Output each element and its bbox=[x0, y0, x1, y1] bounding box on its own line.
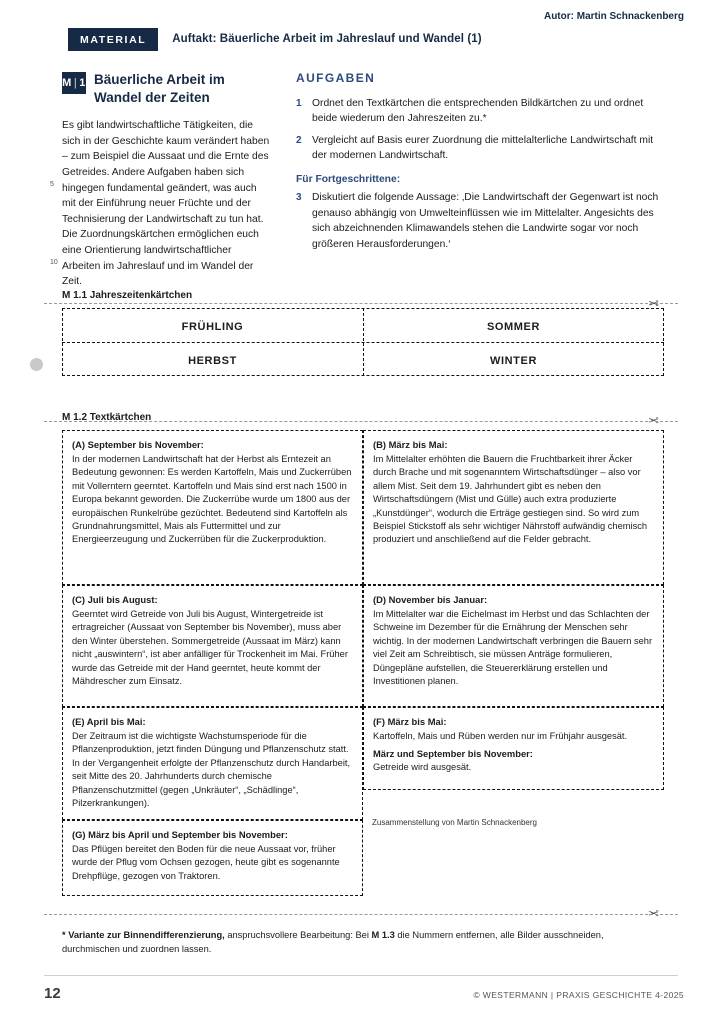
footer-rule bbox=[44, 975, 678, 976]
scissors-icon: ✂ bbox=[648, 413, 659, 428]
task-text: Ordnet den Textkärtchen die entsprechenden Bildkärtchen zu und ordnet beide wiederum den Jahreszeiten zu.* bbox=[312, 98, 644, 125]
task-item bbox=[296, 96, 664, 127]
m1-badge-number: 1 bbox=[79, 77, 86, 89]
season-card-sommer[interactable]: SOMMER bbox=[486, 321, 541, 333]
text-card-f-body: Kartoffeln, Mais und Rüben werden nur im Frühjahr ausgesät. bbox=[373, 730, 628, 741]
aufgaben-list bbox=[296, 96, 664, 258]
task-number: 1 bbox=[296, 98, 302, 109]
text-card-b[interactable] bbox=[363, 430, 664, 585]
task-number: 3 bbox=[296, 192, 302, 204]
advanced-tasks-label: Für Fortgeschrittene: bbox=[296, 173, 401, 185]
m1-badge bbox=[62, 72, 86, 94]
section-label-m11: M 1.1 Jahreszeitenkärtchen bbox=[62, 290, 193, 301]
text-card-e-body: Der Zeitraum ist die wichtigste Wachstumsperiode für die Pflanzenproduktion, jetzt finden Düngung und Pflanzenschutz statt. In der Vergangenheit erfolgte der Pflanzenschutz durch Handarbeit, seit Mitte des 20. Jahrhunderts durch chemische Pflanzenschutzmittel (gegen „Unkräuter“, „Schädlinge“, Pilzerkrankungen). bbox=[72, 730, 351, 808]
footnote-text-a: anspruchsvollere Bearbeitung: Bei bbox=[224, 930, 372, 940]
text-card-a-body: In der modernen Landwirtschaft hat der Herbst als Erntezeit an Bedeutung gewonnen: Es werden Kartoffeln, Mais und Zuckerrüben mit Vollerntern geerntet. Kartoffeln und Mais sind erst nach 1500 in Europa bekannt geworden. Die Zuckerrübe wurde um 1800 aus der europäischen Runkelrübe gezüchtet. Bedeutend sind Kartoffeln als Grundnahrungsmittel, Mais als Futtermittel und zur Energieerzeugung und Zuckerrüben für die Zuckerproduktion. bbox=[72, 453, 352, 545]
m1-badge-letter: M bbox=[62, 77, 72, 89]
scissors-icon: ✂ bbox=[648, 906, 659, 921]
text-card-a[interactable] bbox=[62, 430, 363, 585]
text-card-d-title: (D) November bis Januar: bbox=[373, 594, 488, 605]
text-card-c-title: (C) Juli bis August: bbox=[72, 594, 158, 605]
line-numbers bbox=[50, 118, 60, 274]
cut-line bbox=[44, 303, 678, 304]
text-card-a-title: (A) September bis November: bbox=[72, 439, 204, 450]
credit-line: Zusammenstellung von Martin Schnackenberg bbox=[372, 818, 537, 827]
footnote-reference: M 1.3 bbox=[371, 930, 395, 940]
text-cards-area bbox=[62, 430, 664, 896]
text-card-f[interactable] bbox=[363, 707, 664, 790]
cut-line bbox=[44, 914, 678, 915]
material-badge: MATERIAL bbox=[68, 28, 158, 51]
text-card-g-title: (G) März bis April und September bis November: bbox=[72, 829, 288, 840]
page-header bbox=[0, 22, 720, 56]
section-label-m12: M 1.2 Textkärtchen bbox=[62, 412, 152, 423]
task-item-advanced bbox=[296, 190, 664, 252]
footnote-text-b: die Nummern entfernen, alle Bilder ausschneiden, durchmischen und zuordnen lassen. bbox=[62, 930, 604, 954]
season-card-fruehling[interactable]: FRÜHLING bbox=[181, 321, 244, 333]
text-card-b-body: Im Mittelalter erhöhten die Bauern die Fruchtbarkeit ihrer Äcker durch Brache und mit sogenanntem Wirtschaftsdünger – also vor allem Mist. Seit dem 19. Jahrhundert gibt es neben den Wirtschaftsdüngern (Mist und Gülle) auch extra produzierte „Kunstdünger“, wodurch die Erträge gestiegen sind. So wird zum Beispiel Stickstoff als sehr wichtiger Nährstoff aufwändig chemisch produziert und anschließend auf die Felder gebracht. bbox=[373, 453, 648, 545]
text-card-g-body: Das Pflügen bereitet den Boden für die neue Aussaat vor, früher wurde der Pflug vom Ochsen gezogen, heute gibt es sogenannte Drehpflüge, gezogen von Traktoren. bbox=[72, 843, 340, 881]
text-card-f-body2: Getreide wird ausgesät. bbox=[373, 761, 472, 772]
season-divider-horizontal bbox=[62, 342, 664, 343]
m1-badge-separator: | bbox=[73, 77, 78, 89]
text-card-e[interactable] bbox=[62, 707, 363, 820]
footnote bbox=[62, 929, 664, 957]
season-card-winter[interactable]: WINTER bbox=[490, 355, 537, 367]
footnote-prefix: * Variante zur Binnendifferenzierung, bbox=[62, 930, 225, 940]
season-card-herbst[interactable]: HERBST bbox=[188, 355, 237, 367]
cut-line bbox=[44, 421, 678, 422]
scissors-icon: ✂ bbox=[648, 296, 659, 311]
m1-body-text: Es gibt landwirtschaftliche Tätigkeiten, die sich in der Geschichte kaum verändert haben – zum Beispiel die Aussaat und die Ernte des Getreides. Andere Aufgaben haben sich hingegen fundamental geändert, was auch mit der Einführung neuer Früchte und der Technisierung der Landwirtschaft zu tun hat. Die Zuordnungskärtchen ermöglichen euch eine Orientierung landwirtschaftlicher Arbeiten im Jahreslauf und im Wandel der Zeit. bbox=[62, 120, 270, 288]
text-card-f-title: (F) März bis Mai: bbox=[373, 716, 447, 727]
text-card-c-body: Geerntet wird Getreide von Juli bis August, Wintergetreide ist ertragreicher (Aussaat von September bis November), muss aber den Winter überstehen. Sommergetreide (Aussaat im März) kann nicht „auswintern“, ist aber anfälliger für Trockenheit im Mai. Früher wurde das Getreide mit der Hand geerntet, heute kommt der Mähdrescher zum Einsatz. bbox=[72, 608, 348, 686]
text-card-e-title: (E) April bis Mai: bbox=[72, 716, 146, 727]
text-card-f-subtitle: März und September bis November: bbox=[373, 748, 533, 760]
header-title: Auftakt: Bäuerliche Arbeit im Jahreslauf und Wandel (1) bbox=[172, 33, 482, 45]
task-item bbox=[296, 133, 664, 164]
line-number-5: 5 bbox=[50, 181, 54, 189]
header-author: Autor: Martin Schnackenberg bbox=[543, 11, 684, 22]
text-card-g[interactable] bbox=[62, 820, 363, 896]
task-text: Vergleicht auf Basis eurer Zuordnung die mittelalterliche Landwirtschaft mit der modernen Landwirtschaft. bbox=[312, 134, 654, 162]
task-number: 2 bbox=[296, 134, 302, 146]
task-text: Diskutiert die folgende Aussage: ‚Die Landwirtschaft der Gegenwart ist noch genauso abhängig von Umwelteinflüssen wie im Mittelalter. Angesichts des sich abzeichnenden Klimawandels stehen die Landwirte sogar vor noch größeren Herausforderungen.‘ bbox=[312, 192, 659, 250]
text-card-c[interactable] bbox=[62, 585, 363, 707]
text-card-d-body: Im Mittelalter war die Eichelmast im Herbst und das Schlachten der Schweine im Dezember für die Ernährung der Menschen sehr wichtig. In der modernen Landwirtschaft verbringen die Bauern sehr viel Zeit am Schreibtisch, sie müssen Anträge formulieren, Düngepläne aufstellen, die Steuererklärung erstellen und Investitionen planen. bbox=[373, 608, 653, 686]
text-card-d[interactable] bbox=[363, 585, 664, 707]
line-number-10: 10 bbox=[50, 259, 58, 267]
page-number: 12 bbox=[44, 985, 61, 1002]
m1-title: Bäuerliche Arbeit im Wandel der Zeiten bbox=[94, 72, 225, 106]
decorative-dot bbox=[30, 358, 43, 371]
footer-source: © WESTERMANN | PRAXIS GESCHICHTE 4-2025 bbox=[473, 990, 684, 1000]
aufgaben-heading: AUFGABEN bbox=[296, 71, 376, 85]
text-card-b-title: (B) März bis Mai: bbox=[373, 439, 448, 450]
